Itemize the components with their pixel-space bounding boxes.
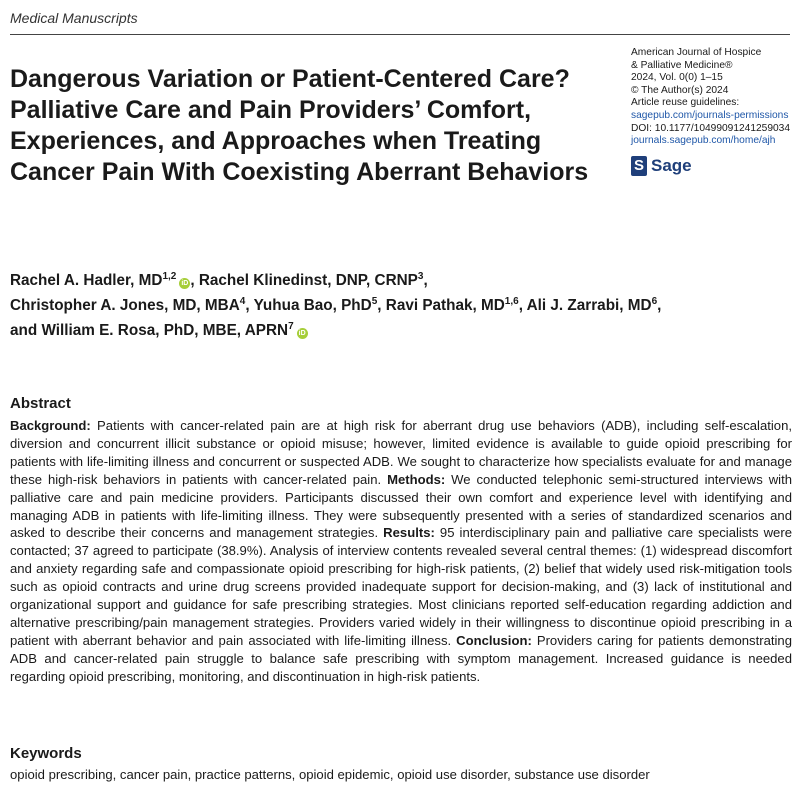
methods-text: We conducted telephonic semi-structured interviews with palliative care and pain medicine providers. Participants discussed their own comfort and experience level with identifying and managing ADB in patients with life-limiting illness. They were subsequently presented with a series of standardized scenarios and asked to describe their concerns and management strategies.: [10, 471, 793, 541]
author-name: Rachel Klinedinst, DNP, CRNP: [198, 272, 418, 289]
author-name: Rachel A. Hadler, MD: [10, 272, 163, 289]
author-name: Christopher A. Jones, MD, MBA: [10, 297, 240, 314]
header-divider: [10, 34, 790, 35]
author-affiliation: 4: [239, 296, 246, 307]
sage-logo: [631, 155, 692, 177]
keywords-heading: Keywords: [10, 745, 82, 762]
author-affiliation: 7: [288, 321, 294, 332]
results-text: 95 interdisciplinary pain and palliative care specialists were contacted; 37 agreed to participate (38.9%). Analysis of interview contents revealed several central themes: (1) widespread discomfort and anxiety regarding safe and compassionate opioid prescribing for high-risk patients, (2) belief that widely used risk-mitigation tools such as opioid contracts and urine drug screens provided inadequate support for decision-making, and (3) lack of institutional and organizational support and guidance for safe prescribing strategies. Most clinicians reported self-education regarding addiction and alternative prescribing/pain management strategies. Providers varied widely in their willingness to discontinue opioid prescribing in a patient with aberrant behavior and pain associated with life-limiting illness.: [10, 525, 792, 648]
author-name: Ravi Pathak, MD: [385, 297, 505, 314]
conclusion-text: Providers caring for patients demonstrating ADB and cancer-related pain struggle to balance safe prescribing with symptom management. Increased guidance is needed regarding opioid prescribing, monitoring, and discontinuation in high-risk patients.: [10, 632, 792, 684]
sage-logo-word: Sage: [651, 156, 692, 175]
author-separator: ,: [377, 297, 386, 314]
author-separator: ,: [190, 272, 199, 289]
background-text: Patients with cancer-related pain are at high risk for aberrant drug use behaviors (ADB), including self-escalation, diversion and concurrent illicit substance or opioid misuse; however, limited evidence is available to guide opioid prescribing for patients with life-limiting illness and concurrent or suspected ADB. We sought to characterize how specialists evaluate for and manage these high-risk behaviors in patients with cancer-related pain.: [10, 418, 792, 487]
author-separator: ,: [518, 297, 527, 314]
author-name: Ali J. Zarrabi, MD: [526, 297, 652, 314]
background-label: Background:: [10, 418, 91, 433]
orcid-icon[interactable]: iD: [298, 330, 306, 337]
author-name: and William E. Rosa, PhD, MBE, APRN: [10, 322, 289, 339]
article-title: Dangerous Variation or Patient-Centered Care? Palliative Care and Pain Providers’ Comfort, Experiences, and Approaches when Treating Cancer Pain With Coexisting Aberrant Behaviors: [10, 65, 589, 186]
author-affiliation: 6: [651, 296, 658, 307]
author-affiliation: 3: [417, 271, 424, 282]
journal-home-link[interactable]: journals.sagepub.com/home/ajh: [631, 135, 776, 147]
author-name: Yuhua Bao, PhD: [253, 297, 372, 314]
reuse-guidelines-label: Article reuse guidelines:: [631, 97, 740, 109]
journal-name-line1: American Journal of Hospice: [631, 47, 762, 58]
orcid-icon[interactable]: iD: [181, 280, 189, 287]
sage-logo-icon: S: [631, 156, 647, 176]
author-affiliation: 5: [371, 296, 378, 307]
author-separator: ,: [423, 272, 428, 289]
permissions-link[interactable]: sagepub.com/journals-permissions: [631, 109, 789, 121]
author-list: [10, 268, 795, 343]
journal-copyright: © The Author(s) 2024: [631, 84, 729, 96]
journal-info: [631, 47, 796, 148]
author-separator: ,: [245, 297, 254, 314]
author-separator: ,: [657, 297, 662, 314]
author-affiliation: 1,2: [162, 271, 177, 282]
keywords-list: opioid prescribing, cancer pain, practice patterns, opioid epidemic, opioid use disorder, substance use disorder: [10, 767, 650, 782]
abstract-heading: Abstract: [10, 395, 71, 412]
section-label: Medical Manuscripts: [10, 10, 138, 26]
journal-name-line2: & Palliative Medicine®: [631, 59, 733, 71]
journal-volume: 2024, Vol. 0(0) 1–15: [631, 72, 723, 84]
results-label: Results:: [383, 525, 435, 541]
methods-label: Methods:: [387, 471, 446, 487]
conclusion-label: Conclusion:: [456, 632, 532, 648]
abstract-body: [10, 417, 792, 686]
author-affiliation: 1,6: [504, 296, 519, 307]
doi: DOI: 10.1177/10499091241259034: [631, 122, 790, 134]
